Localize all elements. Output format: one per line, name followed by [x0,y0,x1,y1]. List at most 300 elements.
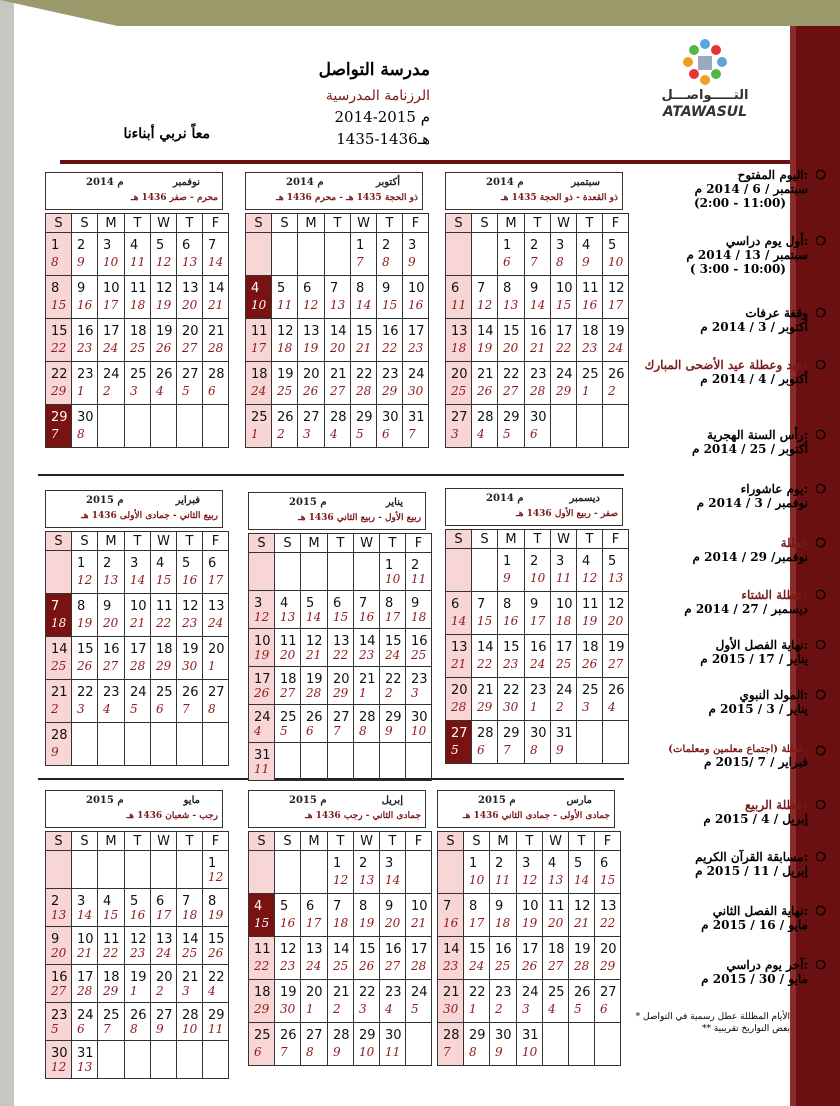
hijri-day: 10 [411,724,427,738]
day-cell [446,362,472,405]
day-cell [569,980,595,1023]
day-cell [525,405,551,448]
gregorian-day: 13 [451,640,468,655]
day-cell [551,549,577,592]
day-cell [125,1003,151,1041]
bullet-icon: ❍ [815,798,826,812]
hijri-day: 8 [556,255,564,269]
hijri-day: 10 [469,873,485,887]
gregorian-day: 22 [469,985,486,1000]
gregorian-day: 27 [451,726,468,741]
day-cell [275,553,301,591]
day-cell [380,894,406,937]
day-cell [464,894,490,937]
month-header [45,172,223,210]
day-cell [98,723,125,766]
weekday-header: T [377,214,403,233]
hijri-day: 6 [77,1022,85,1036]
hijri-day: 15 [333,610,349,624]
bullet-icon: ❍ [815,482,826,496]
hijri-day: 1 [77,384,85,398]
day-cell [151,637,177,680]
day-cell [517,1023,543,1066]
gregorian-day: 12 [608,281,625,296]
gregorian-day: 8 [385,596,394,611]
month-header [45,790,223,828]
hijri-day: 17 [608,298,624,312]
day-cell [72,851,98,889]
event-date: إبريل / 4 / 2015 م [703,812,808,826]
month-name: أكتوبر [375,177,400,188]
day-cell [177,637,203,680]
gregorian-day: 2 [77,238,86,253]
gregorian-day: 22 [51,367,68,382]
month-grid [245,213,429,448]
weekday-header: T [577,214,603,233]
gregorian-day: 3 [556,554,565,569]
gregorian-day: 7 [330,281,339,296]
day-cell [498,635,525,678]
hijri-day: 6 [382,427,390,441]
gregorian-day: 20 [208,642,225,657]
gregorian-day: 1 [208,856,217,871]
day-cell [354,591,380,629]
event-title: مسابقة القرآن الكريم: [695,850,808,864]
day-cell [177,889,203,927]
day-cell [498,276,525,319]
hijri-day: 5 [503,427,511,441]
bullet-icon: ❍ [815,588,826,602]
hijri-day: 3 [130,384,138,398]
day-cell [98,233,125,276]
hijri-day: 4 [330,427,338,441]
day-cell [249,894,275,937]
gregorian-day: 31 [77,1046,94,1061]
day-cell [517,894,543,937]
month-name: يناير [385,497,403,508]
day-cell [72,723,98,766]
hijri-day: 26 [156,341,172,355]
day-cell [380,1023,406,1066]
hijri-day: 29 [254,1002,270,1016]
day-cell [177,1041,203,1079]
day-cell [72,1003,98,1041]
gregorian-day: 9 [411,596,420,611]
day-cell [525,319,551,362]
day-cell [406,553,432,591]
gregorian-day: 26 [608,683,625,698]
day-cell [406,591,432,629]
day-cell [125,965,151,1003]
gregorian-day: 29 [469,1028,486,1043]
day-cell [125,362,151,405]
month-name: نوفمبر [172,177,200,188]
gregorian-day: 3 [130,556,139,571]
day-cell [551,721,577,764]
gregorian-day: 3 [556,238,565,253]
gregorian-day: 19 [277,367,294,382]
gregorian-day: 30 [495,1028,512,1043]
day-cell [472,319,498,362]
day-cell [246,362,272,405]
day-cell [125,927,151,965]
hijri-day: 3 [411,686,419,700]
month-hijri: جمادى الثاني - رجب 1436 هـ [305,811,421,821]
day-cell [525,276,551,319]
gregorian-day: 7 [208,238,217,253]
gregorian-day: 21 [51,685,68,700]
day-cell [569,894,595,937]
day-cell [275,937,301,980]
hijri-day: 5 [182,384,190,398]
day-cell [577,592,603,635]
month-year: 2014 م [86,177,124,188]
day-cell [249,667,275,705]
month-name: إبريل [381,795,403,806]
gregorian-day: 24 [408,367,425,382]
gregorian-day: 25 [251,410,268,425]
hijri-day: 27 [503,384,519,398]
hijri-day: 20 [548,916,564,930]
hijri-day: 20 [330,341,346,355]
weekday-header: W [551,530,577,549]
day-cell [525,233,551,276]
day-cell [177,723,203,766]
gregorian-day: 12 [608,597,625,612]
gregorian-day: 31 [556,726,573,741]
gregorian-day: 29 [359,1028,376,1043]
hijri-day: 11 [385,1045,401,1059]
day-cell [543,980,569,1023]
hijri-day: 18 [556,614,572,628]
hijri-day: 15 [600,873,616,887]
event-date: ديسمبر / 27 / 2014 م [684,602,808,616]
gregorian-day: 29 [503,410,520,425]
gregorian-day: 24 [556,683,573,698]
hijri-day: 8 [77,427,85,441]
gregorian-day: 15 [503,324,520,339]
day-cell [275,629,301,667]
weekday-header: T [380,534,406,553]
gregorian-day: 17 [556,324,573,339]
gregorian-day: 20 [303,367,320,382]
month-name: مايو [183,795,200,806]
weekday-header: F [603,214,629,233]
day-cell [151,1041,177,1079]
weekday-header: S [72,832,98,851]
day-cell [354,705,380,743]
day-cell [595,1023,621,1066]
day-cell [498,592,525,635]
hijri-day: 20 [103,616,119,630]
event-title: اليوم المفتوح: [737,168,808,182]
gregorian-day: 18 [548,942,565,957]
hijri-day: 30 [408,384,424,398]
day-cell [328,937,354,980]
day-cell [298,233,325,276]
gregorian-day: 1 [77,556,86,571]
day-cell [577,405,603,448]
day-cell [498,362,525,405]
weekday-header: W [354,534,380,553]
hijri-day: 9 [503,571,511,585]
day-cell [446,233,472,276]
hijri-day: 29 [51,384,67,398]
day-cell [403,319,429,362]
hijri-day: 25 [182,946,198,960]
gregorian-day: 17 [408,324,425,339]
gregorian-day: 19 [182,642,199,657]
hijri-day: 14 [385,873,401,887]
day-cell [275,1023,301,1066]
gregorian-day: 14 [333,942,350,957]
hijri-day: 20 [182,298,198,312]
gregorian-day: 6 [182,238,191,253]
hijri-day: 18 [277,341,293,355]
hijri-day: 2 [608,384,616,398]
gregorian-day: 7 [182,894,191,909]
day-cell [498,233,525,276]
day-cell [46,276,72,319]
gregorian-day: 9 [51,932,60,947]
gregorian-day: 18 [582,324,599,339]
day-cell [72,927,98,965]
hijri-day: 19 [522,916,538,930]
day-cell [125,723,151,766]
gregorian-day: 5 [608,554,617,569]
day-cell [272,319,298,362]
weekday-header: T [525,530,551,549]
event-item [626,306,826,334]
gregorian-day: 22 [208,970,225,985]
gregorian-day: 12 [182,599,199,614]
day-cell [151,233,177,276]
day-cell [498,721,525,764]
month-hijri: رجب - شعبان 1436 هـ [126,811,218,821]
hijri-day: 24 [306,959,322,973]
gregorian-day: 1 [333,856,342,871]
day-cell [551,592,577,635]
hijri-day: 6 [156,702,164,716]
weekday-header: S [72,214,98,233]
weekday-header: F [403,214,429,233]
top-border [0,0,840,26]
gregorian-day: 4 [280,596,289,611]
day-cell [569,851,595,894]
day-cell [72,965,98,1003]
hijri-day: 6 [306,724,314,738]
hijri-day: 27 [280,686,296,700]
hijri-day: 6 [208,384,216,398]
weekday-header: S [275,832,301,851]
day-cell [438,937,464,980]
event-title: عطلة الشتاء: [741,588,808,602]
day-cell [46,233,72,276]
gregorian-day: 10 [254,634,271,649]
hijri-day: 16 [408,298,424,312]
gregorian-day: 20 [333,672,350,687]
day-cell [325,405,351,448]
gregorian-day: 17 [77,970,94,985]
gregorian-day: 5 [182,556,191,571]
gregorian-day: 27 [303,410,320,425]
hijri-day: 28 [208,341,224,355]
day-cell [406,894,432,937]
hijri-day: 27 [385,959,401,973]
hijri-day: 22 [156,616,172,630]
day-cell [525,592,551,635]
gregorian-day: 17 [103,324,120,339]
day-cell [595,980,621,1023]
hijri-day: 25 [130,341,146,355]
day-cell [249,851,275,894]
day-cell [438,980,464,1023]
hijri-day: 16 [359,610,375,624]
gregorian-day: 12 [574,899,591,914]
gregorian-day: 23 [51,1008,68,1023]
gregorian-day: 31 [408,410,425,425]
hijri-day: 5 [451,743,459,757]
day-cell [46,1041,72,1079]
gregorian-day: 6 [600,856,609,871]
weekday-header: W [551,214,577,233]
day-cell [380,667,406,705]
weekday-header: S [472,530,498,549]
day-cell [569,937,595,980]
day-cell [490,937,517,980]
day-cell [275,894,301,937]
hijri-day: 22 [103,946,119,960]
gregorian-day: 2 [495,856,504,871]
day-cell [151,551,177,594]
hijri-day: 28 [356,384,372,398]
month-header [248,790,426,828]
gregorian-day: 23 [530,367,547,382]
year-hijri: 1435-1436هـ [336,130,430,148]
gregorian-day: 19 [574,942,591,957]
day-cell [472,276,498,319]
gregorian-day: 14 [51,642,68,657]
gregorian-day: 9 [77,281,86,296]
hijri-day: 22 [600,916,616,930]
day-cell [328,980,354,1023]
day-cell [72,319,98,362]
day-cell [98,965,125,1003]
day-cell [249,591,275,629]
gregorian-day: 20 [451,683,468,698]
day-cell [301,1023,328,1066]
gregorian-day: 6 [333,596,342,611]
day-cell [464,937,490,980]
day-cell [380,743,406,781]
gregorian-day: 26 [280,1028,297,1043]
gregorian-day: 14 [477,640,494,655]
gregorian-day: 2 [411,558,420,573]
hijri-day: 16 [443,916,459,930]
month-year: 2014 م [486,493,524,504]
day-cell [328,1023,354,1066]
day-cell [354,1023,380,1066]
day-cell [406,705,432,743]
weekday-header: F [406,534,432,553]
day-cell [406,980,432,1023]
gregorian-day: 30 [385,1028,402,1043]
bullet-icon: ❍ [815,168,826,182]
gregorian-day: 21 [208,324,225,339]
gregorian-day: 4 [254,899,263,914]
hijri-day: 13 [77,1060,93,1074]
gregorian-day: 11 [103,932,120,947]
weekday-header: T [577,530,603,549]
hijri-day: 10 [608,255,624,269]
hijri-day: 4 [156,384,164,398]
hijri-day: 12 [77,573,93,587]
school-name: مدرسة التواصل [318,60,430,80]
day-cell [551,678,577,721]
hijri-day: 7 [51,427,59,441]
hijri-day: 11 [130,255,146,269]
day-cell [406,1023,432,1066]
day-cell [446,405,472,448]
gregorian-day: 6 [306,899,315,914]
day-cell [177,965,203,1003]
gregorian-day: 5 [280,899,289,914]
hijri-day: 22 [556,341,572,355]
weekday-header: W [351,214,377,233]
event-item [626,744,826,769]
gregorian-day: 10 [522,899,539,914]
hijri-day: 28 [574,959,590,973]
event-item [626,688,826,716]
gregorian-day: 23 [385,985,402,1000]
hijri-day: 12 [51,1060,67,1074]
event-date: نوفمبر / 3 / 2014 م [696,496,808,510]
hijri-day: 6 [477,743,485,757]
day-cell [403,233,429,276]
event-date: أكتوبر / 25 / 2014 م [691,442,808,456]
hijri-day: 10 [522,1045,538,1059]
day-cell [325,362,351,405]
weekday-header: S [249,832,275,851]
hijri-day: 7 [530,255,538,269]
event-title: رأس السنة الهجرية: [707,428,808,442]
hijri-day: 10 [182,1022,198,1036]
hijri-day: 30 [503,700,519,714]
hijri-day: 7 [503,743,511,757]
day-cell [125,1041,151,1079]
hijri-day: 2 [556,700,564,714]
bullet-icon: ❍ [815,904,826,918]
day-cell [301,851,328,894]
hijri-day: 14 [574,873,590,887]
bullet-icon: ❍ [815,358,826,372]
gregorian-day: 7 [477,597,486,612]
day-cell [177,1003,203,1041]
day-cell [525,362,551,405]
gregorian-day: 4 [548,856,557,871]
day-cell [72,680,98,723]
weekday-header: S [72,532,98,551]
logo-english: ATAWASUL [662,104,748,120]
hijri-day: 5 [411,1002,419,1016]
day-cell [298,362,325,405]
hijri-day: 16 [503,614,519,628]
gregorian-day: 28 [443,1028,460,1043]
day-cell [272,276,298,319]
event-title: يوم عاشوراء: [740,482,808,496]
gregorian-day: 4 [582,554,591,569]
month-grid [45,531,229,766]
